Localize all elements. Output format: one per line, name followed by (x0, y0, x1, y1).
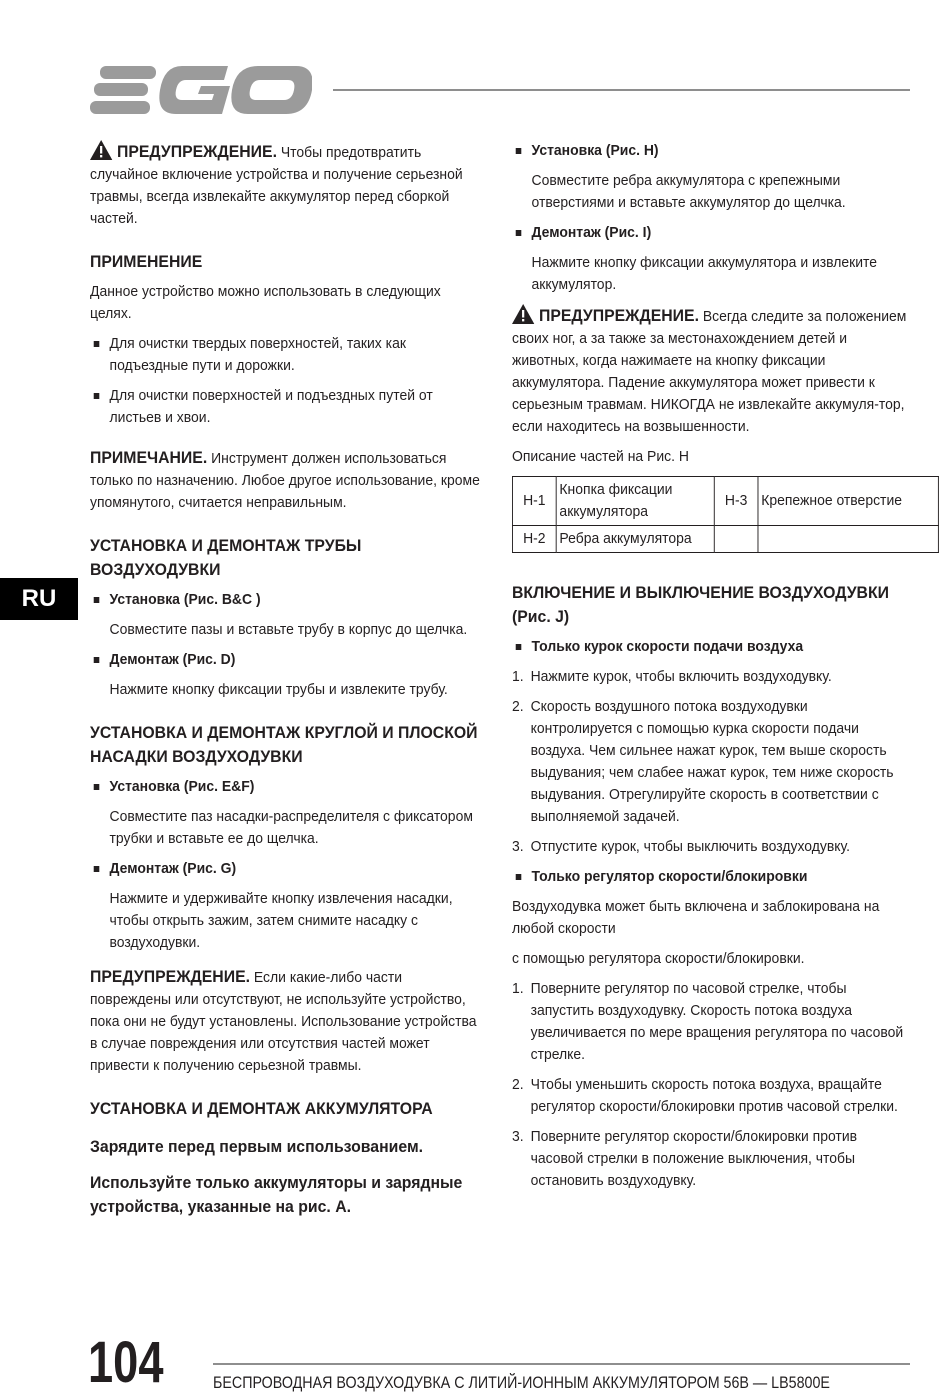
list-item-text: Чтобы уменьшить скорость потока воздуха, вращайте регулятор скорости/блокировки против часовой стрелки. (530, 1076, 898, 1115)
note-text: Инструмент должен использоваться только по назначению. Любое другое использование, кроме упомянутого, считается неправильным. (90, 450, 480, 511)
tube-remove-text: Нажмите кнопку фиксации трубы и извлеките трубу. (109, 681, 448, 698)
list-item: 2. Скорость воздушного потока воздуходувки контролируется с помощью курка скорости подачи воздуха. Чем сильнее нажат курок, тем выше скорость выдувания; чем слабее нажат курок, тем ниже скорость выдувания. Отрегулируйте скорость в соответствии с выполняемой задачей. (512, 698, 894, 825)
nozzle-install-label: Установка (Рис. E&F) (90, 776, 485, 798)
list-item: 3. Отпустите курок, чтобы выключить воздуходувку. (512, 838, 850, 855)
right-column (512, 140, 910, 1200)
warning-paragraph (512, 304, 910, 438)
warning-paragraph (90, 140, 485, 230)
battery-heading: УСТАНОВКА И ДЕМОНТАЖ АККУМУЛЯТОРА (90, 1099, 433, 1118)
regulator-intro: Воздуходувка может быть включена и заблокирована на любой скорости (512, 898, 880, 937)
table-cell: H-3 (714, 477, 758, 526)
warning-triangle-icon (90, 140, 112, 160)
warning-title: ПРЕДУПРЕЖДЕНИЕ. (116, 142, 277, 161)
footer-rule (213, 1363, 910, 1365)
warning-title: ПРЕДУПРЕЖДЕНИЕ. (90, 967, 251, 986)
left-column (90, 140, 485, 1231)
nozzle-install-text: Совместите паз насадки-распределителя с фиксатором трубки и вставьте ее до щелчка. (109, 808, 473, 847)
note-title: ПРИМЕЧАНИЕ. (90, 448, 208, 467)
list-item-text: Отпустите курок, чтобы выключить воздуходувку. (530, 838, 850, 855)
table-cell (758, 526, 938, 553)
nozzle-remove-label: Демонтаж (Рис. G) (90, 858, 485, 880)
parts-caption: Описание частей на Рис. H (512, 448, 689, 465)
ego-logo (90, 66, 312, 114)
list-item: 1. Поверните регулятор по часовой стрелке, чтобы запустить воздуходувку. Скорость потока воздуха увеличивается по мере вращения регулятора по часовой стрелке. (512, 980, 904, 1063)
regulator-label: Только регулятор скорости/блокировки (512, 866, 910, 888)
application-intro: Данное устройство можно использовать в следующих целях. (90, 283, 441, 322)
list-item: 2. Чтобы уменьшить скорость потока воздуха, вращайте регулятор скорости/блокировки против часовой стрелки. (512, 1076, 898, 1115)
battery-remove-label: Демонтаж (Рис. I) (512, 222, 910, 244)
nozzle-remove-text: Нажмите и удерживайте кнопку извлечения насадки, чтобы открыть зажим, затем снимите насадку с воздуходувки. (109, 890, 453, 951)
table-cell: H-2 (512, 526, 556, 553)
list-item-text: Поверните регулятор по часовой стрелке, чтобы запустить воздуходувку. Скорость потока воздуха увеличивается по мере вращения регулятора по часовой стрелке. (530, 980, 904, 1063)
application-item: Для очистки твердых поверхностей, таких как подъездные пути и дорожки. (90, 333, 485, 377)
trigger-label: Только курок скорости подачи воздуха (512, 636, 910, 658)
warning-text: Если какие-либо части повреждены или отсутствуют, не используйте устройство, пока они не будут установлены. Использование устройства в случае повреждения или отсутствия частей может привести к получению серьезной травмы. (90, 969, 477, 1074)
nozzle-heading: УСТАНОВКА И ДЕМОНТАЖ КРУГЛОЙ И ПЛОСКОЙ НАСАДКИ ВОЗДУХОДУВКИ (90, 723, 478, 766)
warning-triangle-icon (512, 304, 534, 324)
battery-use-note: Используйте только аккумуляторы и зарядные устройства, указанные на рис. А. (90, 1173, 463, 1216)
table-cell: Крепежное отверстие (758, 477, 938, 526)
list-item-text: Нажмите курок, чтобы включить воздуходувку. (530, 668, 832, 685)
note-paragraph (90, 447, 485, 514)
battery-install-text: Совместите ребра аккумулятора с крепежными отверстиями и вставьте аккумулятор до щелчка. (531, 172, 846, 211)
warning-paragraph (90, 966, 485, 1077)
table-cell: Кнопка фиксации аккумулятора (556, 477, 714, 526)
list-item-text: Поверните регулятор скорости/блокировки против часовой стрелки в положение выключения, чтобы остановить воздуходувку. (530, 1128, 858, 1189)
table-row (512, 526, 938, 553)
table-cell (714, 526, 758, 553)
footer-title: БЕСПРОВОДНАЯ ВОЗДУХОДУВКА С ЛИТИЙ-ИОННЫМ АККУМУЛЯТОРОМ 56В — LB5800E (213, 1373, 830, 1392)
table-cell: H-1 (512, 477, 556, 526)
table-cell: Ребра аккумулятора (556, 526, 714, 553)
battery-remove-text: Нажмите кнопку фиксации аккумулятора и извлеките аккумулятор. (531, 254, 878, 293)
onoff-heading: ВКЛЮЧЕНИЕ И ВЫКЛЮЧЕНИЕ ВОЗДУХОДУВКИ (Рис. J) (512, 583, 889, 626)
table-row (512, 477, 938, 526)
tube-heading: УСТАНОВКА И ДЕМОНТАЖ ТРУБЫ ВОЗДУХОДУВКИ (90, 536, 362, 579)
warning-title: ПРЕДУПРЕЖДЕНИЕ. (538, 306, 699, 325)
list-item: 1. Нажмите курок, чтобы включить воздуходувку. (512, 668, 832, 685)
page-number: 104 (88, 1330, 164, 1395)
warning-text: Всегда следите за положением своих ног, а за также за местонахождением детей и животных, когда нажимаете на кнопку фиксации аккумулятора. Падение аккумулятора может привести к серьезным травмам. НИКОГДА не извлекайте аккумуля-тор, если находитесь на возвышенности. (512, 308, 907, 435)
header-rule (333, 89, 910, 91)
battery-install-label: Установка (Рис. H) (512, 140, 910, 162)
regulator-intro: с помощью регулятора скорости/блокировки. (512, 950, 805, 967)
tube-install-label: Установка (Рис. B&C ) (90, 589, 485, 611)
application-heading: ПРИМЕНЕНИЕ (90, 252, 203, 271)
battery-charge-note: Зарядите перед первым использованием. (90, 1137, 424, 1156)
language-tab: RU (0, 578, 78, 620)
tube-install-text: Совместите пазы и вставьте трубу в корпус до щелчка. (109, 621, 468, 638)
list-item-text: Скорость воздушного потока воздуходувки контролируется с помощью курка скорости подачи воздуха. Чем сильнее нажат курок, тем выше скорость выдувания; чем слабее нажат курок, тем ниже скорость выдувания. Отрегулируйте скорость в соответствии с выполняемой задачей. (530, 698, 894, 825)
tube-remove-label: Демонтаж (Рис. D) (90, 649, 485, 671)
application-item: Для очистки поверхностей и подъездных путей от листьев и хвои. (90, 385, 485, 429)
parts-table (512, 476, 939, 553)
list-item: 3. Поверните регулятор скорости/блокировки против часовой стрелки в положение выключения, чтобы остановить воздуходувку. (512, 1128, 858, 1189)
warning-text: Чтобы предотвратить случайное включение устройства и получение серьезной травмы, всегда извлекайте аккумулятор перед сборкой частей. (90, 144, 463, 227)
